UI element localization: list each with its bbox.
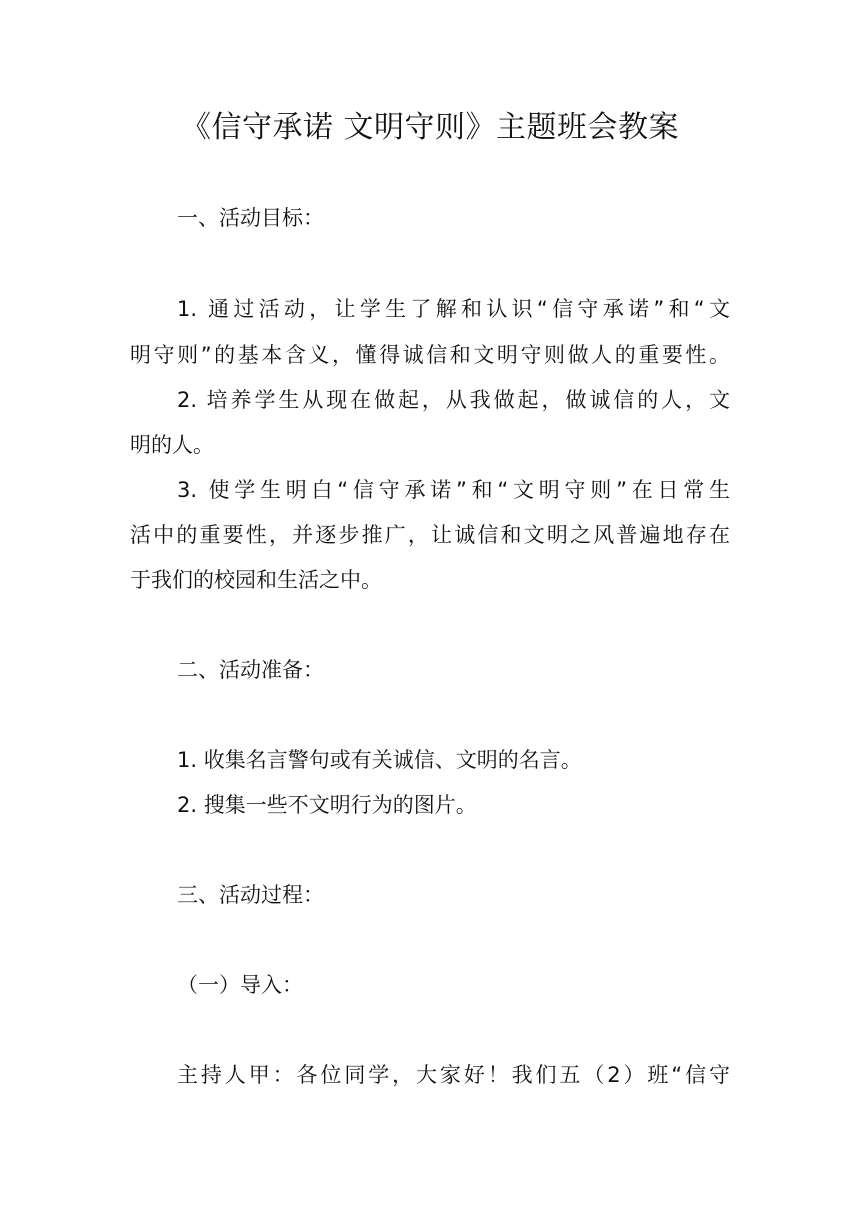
section-heading-process: 三、活动过程：	[177, 883, 324, 907]
subsection-heading-intro: （一）导入：	[177, 973, 303, 997]
paragraph-line: 活中的重要性，并逐步推广，让诚信和文明之风普遍地存在	[130, 523, 730, 547]
paragraph-line: 1. 通过活动，让学生了解和认识“信守承诺”和“文	[177, 297, 730, 321]
section-heading-preparation: 二、活动准备：	[177, 658, 324, 682]
paragraph-line: 主持人甲：各位同学，大家好！我们五（2）班“信守	[177, 1063, 730, 1087]
paragraph-line: 明守则”的基本含义，懂得诚信和文明守则做人的重要性。	[130, 343, 730, 367]
section-heading-goals: 一、活动目标：	[177, 206, 324, 230]
paragraph-line: 2. 搜集一些不文明行为的图片。	[177, 793, 477, 817]
paragraph-line: 2. 培养学生从现在做起，从我做起，做诚信的人，文	[177, 388, 730, 412]
document-title: 《信守承诺 文明守则》主题班会教案	[180, 110, 680, 145]
paragraph-line: 3. 使学生明白“信守承诺”和“文明守则”在日常生	[177, 478, 730, 502]
paragraph-line: 明的人。	[130, 433, 214, 457]
paragraph-line: 1. 收集名言警句或有关诚信、文明的名言。	[177, 748, 582, 772]
paragraph-line: 于我们的校园和生活之中。	[130, 568, 382, 592]
